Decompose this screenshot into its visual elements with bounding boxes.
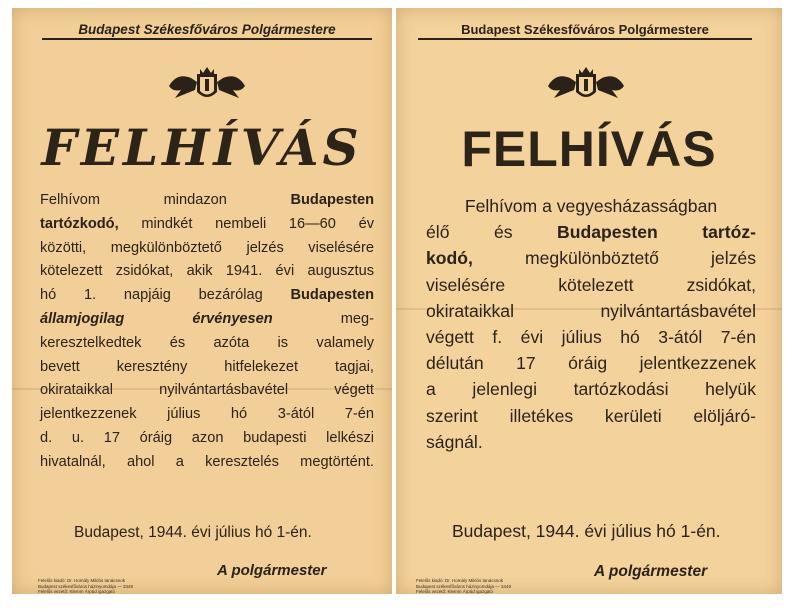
body-line: kodó, megkülönböztető jelzés [426, 248, 756, 269]
body-line: végett f. évi július hó 3-ától 7-én [426, 327, 756, 348]
body-line: tartózkodó, mindkét nembeli 16—60 év [40, 215, 374, 232]
right-title: FELHÍVÁS [461, 121, 717, 177]
imprint-line: Budapest székesfőváros házinyomdája — 3449 [38, 583, 134, 589]
coat-of-arms-icon [546, 64, 626, 104]
right-signature: A polgármester [594, 563, 708, 580]
coat-of-arms-icon [167, 64, 247, 104]
imprint-line: Budapest székesfőváros házinyomdája — 3449 [416, 583, 512, 589]
body-line: szerint illetékes kerületi elöljáró- [426, 405, 756, 426]
body-line: bevett keresztény hitfelekezet tagjai, [40, 358, 374, 375]
left-body [40, 189, 374, 475]
body-line: közötti, megkülönböztető jelzés viselésére [40, 239, 374, 256]
left-poster [12, 8, 392, 594]
imprint-line: Felelős vezető: Klemm Árpád igazgató [416, 589, 494, 594]
body-line: Felhívom mindazon Budapesten [40, 192, 374, 208]
imprint-line: Felelős vezető: Klemm Árpád igazgató [38, 589, 116, 594]
right-header: Budapest Székesfőváros Polgármestere [418, 22, 752, 40]
left-signature: A polgármester [217, 562, 327, 579]
body-line: viselésére kötelezett zsidókat, [426, 274, 756, 295]
body-line: délután 17 óráig jelentkezzenek [426, 353, 756, 374]
body-line: okirataikkal nyilvántartásbavétel [426, 300, 756, 321]
right-body [426, 193, 756, 455]
imprint-line: Felelős kiadó: Dr. Homály Miklós tanácsnok [38, 578, 126, 583]
body-line: ságnál. [426, 431, 483, 452]
body-line: hivatalnál, ahol a keresztelés megtörtént. [40, 453, 374, 470]
left-header: Budapest Székesfőváros Polgármestere [42, 22, 372, 40]
body-line: a jelenlegi tartózkodási helyük [426, 379, 756, 400]
left-date: Budapest, 1944. évi július hó 1-én. [74, 524, 312, 541]
body-line: jelentkezzenek július hó 3-ától 7-én [40, 406, 374, 423]
body-line: d. u. 17 óráig azon budapesti lelkészi [40, 429, 374, 446]
left-printer-imprint [38, 578, 148, 594]
body-line: hó 1. napjáig bezárólag Budapesten [40, 287, 374, 304]
imprint-line: Felelős kiadó: Dr. Homály Miklós tanácsnok [416, 578, 504, 583]
body-line: Felhívom a vegyesházasságban [464, 196, 718, 216]
body-line: keresztelkedtek és azóta is valamely [40, 334, 374, 351]
left-title: FELHÍVÁS [41, 118, 363, 177]
body-line: okirataikkal nyilvántartásbavétel végett [40, 382, 374, 399]
right-printer-imprint [416, 578, 526, 594]
right-date: Budapest, 1944. évi július hó 1-én. [452, 521, 721, 541]
body-line: államjogilag érvényesen meg- [40, 310, 374, 327]
right-poster [396, 8, 782, 594]
body-line: kötelezett zsidókat, akik 1941. évi augusztus [40, 263, 374, 280]
body-line: élő és Budapesten tartóz- [426, 222, 756, 243]
